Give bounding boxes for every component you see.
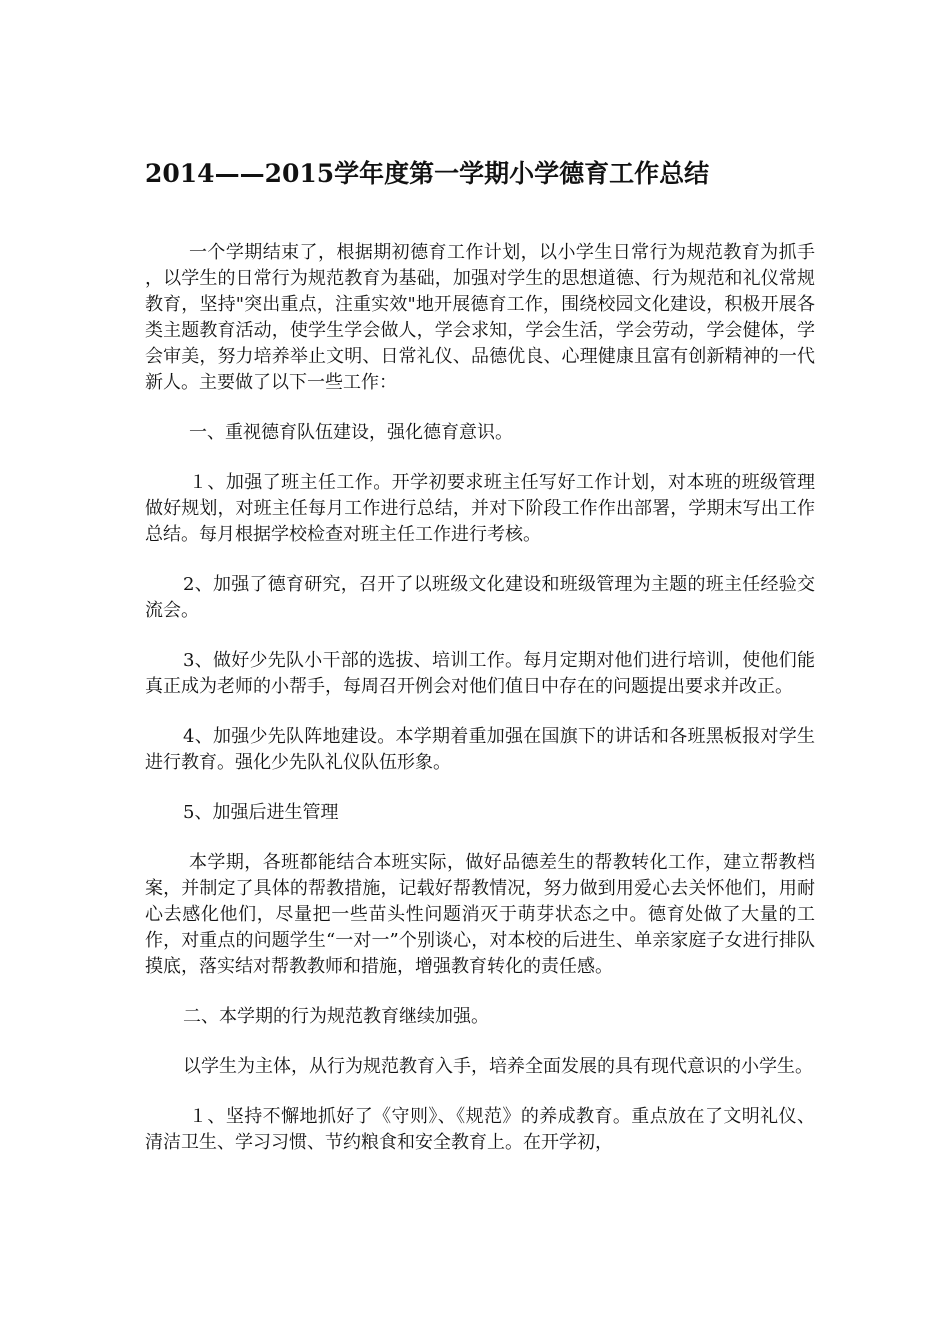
section-heading-2: 二、本学期的行为规范教育继续加强。 xyxy=(183,1006,489,1027)
paragraph-item-2: 2、加强了德育研究，召开了以班级文化建设和班级管理为主题的班主任经验交流会。 xyxy=(145,574,815,621)
paragraph-item-5-detail: 本学期，各班都能结合本班实际，做好品德差生的帮教转化工作，建立帮教档案，并制定了具体的帮教措施，记载好帮教情况，努力做到用爱心去关怀他们，用耐心去感化他们，尽量把一些苗头性问题消灭于萌芽状态之中。德育处做了大量的工作，对重点的问题学生“一对一”个别谈心，对本校的后进生、单亲家庭子女进行排队摸底，落实结对帮教教师和措施，增强教育转化的责任感。 xyxy=(145,852,815,977)
document-body xyxy=(145,240,815,1180)
document-title: 2014——2015学年度第一学期小学德育工作总结 xyxy=(145,159,710,188)
paragraph-item-5: 5、加强后进生管理 xyxy=(183,802,339,823)
paragraph-section-2-item-1: １、坚持不懈地抓好了《守则》、《规范》的养成教育。重点放在了文明礼仪、清洁卫生、学习习惯、节约粮食和安全教育上。在开学初， xyxy=(145,1106,815,1153)
paragraph-item-1: １、加强了班主任工作。开学初要求班主任写好工作计划，对本班的班级管理做好规划，对班主任每月工作进行总结，并对下阶段工作作出部署，学期末写出工作总结。每月根据学校检查对班主任工作进行考核。 xyxy=(145,472,815,545)
paragraph-item-4: 4、加强少先队阵地建设。本学期着重加强在国旗下的讲话和各班黑板报对学生进行教育。强化少先队礼仪队伍形象。 xyxy=(145,726,815,773)
section-heading-1: 一、重视德育队伍建设，强化德育意识。 xyxy=(189,422,513,443)
paragraph-section-2-intro: 以学生为主体，从行为规范教育入手，培养全面发展的具有现代意识的小学生。 xyxy=(183,1056,813,1077)
paragraph-item-3: 3、做好少先队小干部的选拔、培训工作。每月定期对他们进行培训，使他们能真正成为老师的小帮手，每周召开例会对他们值日中存在的问题提出要求并改正。 xyxy=(145,650,815,697)
paragraph-intro: 一个学期结束了，根据期初德育工作计划，以小学生日常行为规范教育为抓手 ，以学生的日常行为规范教育为基础，加强对学生的思想道德、行为规范和礼仪常规教育，坚持"突出重点，注重实效"地开展德育工作，围绕校园文化建设，积极开展各类主题教育活动，使学生学会做人，学会求知，学会生活，学会劳动，学会健体，学会审美，努力培养举止文明、日常礼仪、品德优良、心理健康且富有创新精神的一代新人。主要做了以下一些工作： xyxy=(145,242,815,393)
